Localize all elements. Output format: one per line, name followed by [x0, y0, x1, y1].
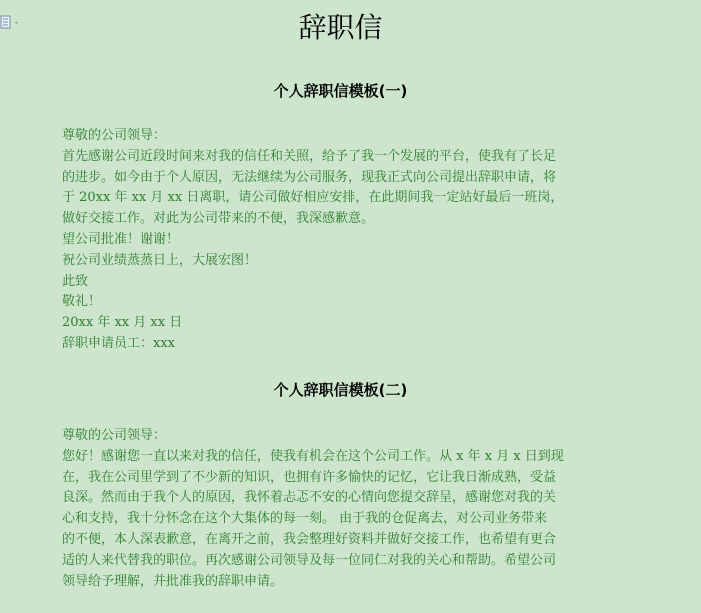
letter-line: 此致 — [62, 273, 89, 289]
letter-line: 辞职申请员工：xxx — [62, 335, 175, 351]
letter-line: 适的人来代替我的职位。再次感谢公司领导及每一位同仁对我的关心和帮助。希望公司 — [62, 552, 557, 568]
section-1-heading: 个人辞职信模板(一) — [273, 82, 408, 100]
letter-line: 心和支持，我十分怀念在这个大集体的每一刻。 由于我的仓促离去，对公司业务带来 — [62, 511, 548, 527]
letter-line: 首先感谢公司近段时间来对我的信任和关照，给予了我一个发展的平台，使我有了长足 — [62, 148, 557, 164]
letter-line: 做好交接工作。对此为公司带来的不便，我深感歉意。 — [62, 211, 375, 227]
letter-line: 尊敬的公司领导： — [62, 128, 167, 143]
page-title: 辞职信 — [298, 11, 383, 44]
letter-line: 您好！感谢您一直以来对我的信任，使我有机会在这个公司工作。从 x 年 x 月 x 日到现 — [62, 448, 564, 464]
letter-2-body — [62, 426, 622, 592]
letter-line: 尊敬的公司领导： — [62, 428, 167, 443]
section-2-heading: 个人辞职信模板(二) — [273, 381, 408, 399]
letter-line: 望公司批准！谢谢！ — [62, 231, 180, 247]
letter-line: 领导给予理解，并批准我的辞职申请。 — [62, 573, 284, 589]
letter-line: 良深。然而由于我个人的原因，我怀着忐忑不安的心情向您提交辞呈，感谢您对我的关 — [62, 490, 557, 506]
letter-line: 在，我在公司里学到了不少新的知识，也拥有许多愉快的记忆，它让我日渐成熟，受益 — [62, 469, 557, 485]
letter-line: 于 20xx 年 xx 月 xx 日离职，请公司做好相应安排，在此期间我一定站好最后一班岗， — [62, 190, 564, 206]
letter-line: 敬礼！ — [62, 294, 102, 310]
letter-line: 祝公司业绩蒸蒸日上，大展宏图！ — [62, 252, 258, 268]
letter-line: 20xx 年 xx 月 xx 日 — [62, 315, 183, 331]
letter-1-body — [62, 126, 622, 355]
letter-line: 的不便，本人深表歉意，在离开之前，我会整理好资料并做好交接工作，也希望有更合 — [62, 531, 557, 547]
letter-line: 的进步。如今由于个人原因，无法继续为公司服务，现我正式向公司提出辞职申请，将 — [62, 169, 557, 185]
